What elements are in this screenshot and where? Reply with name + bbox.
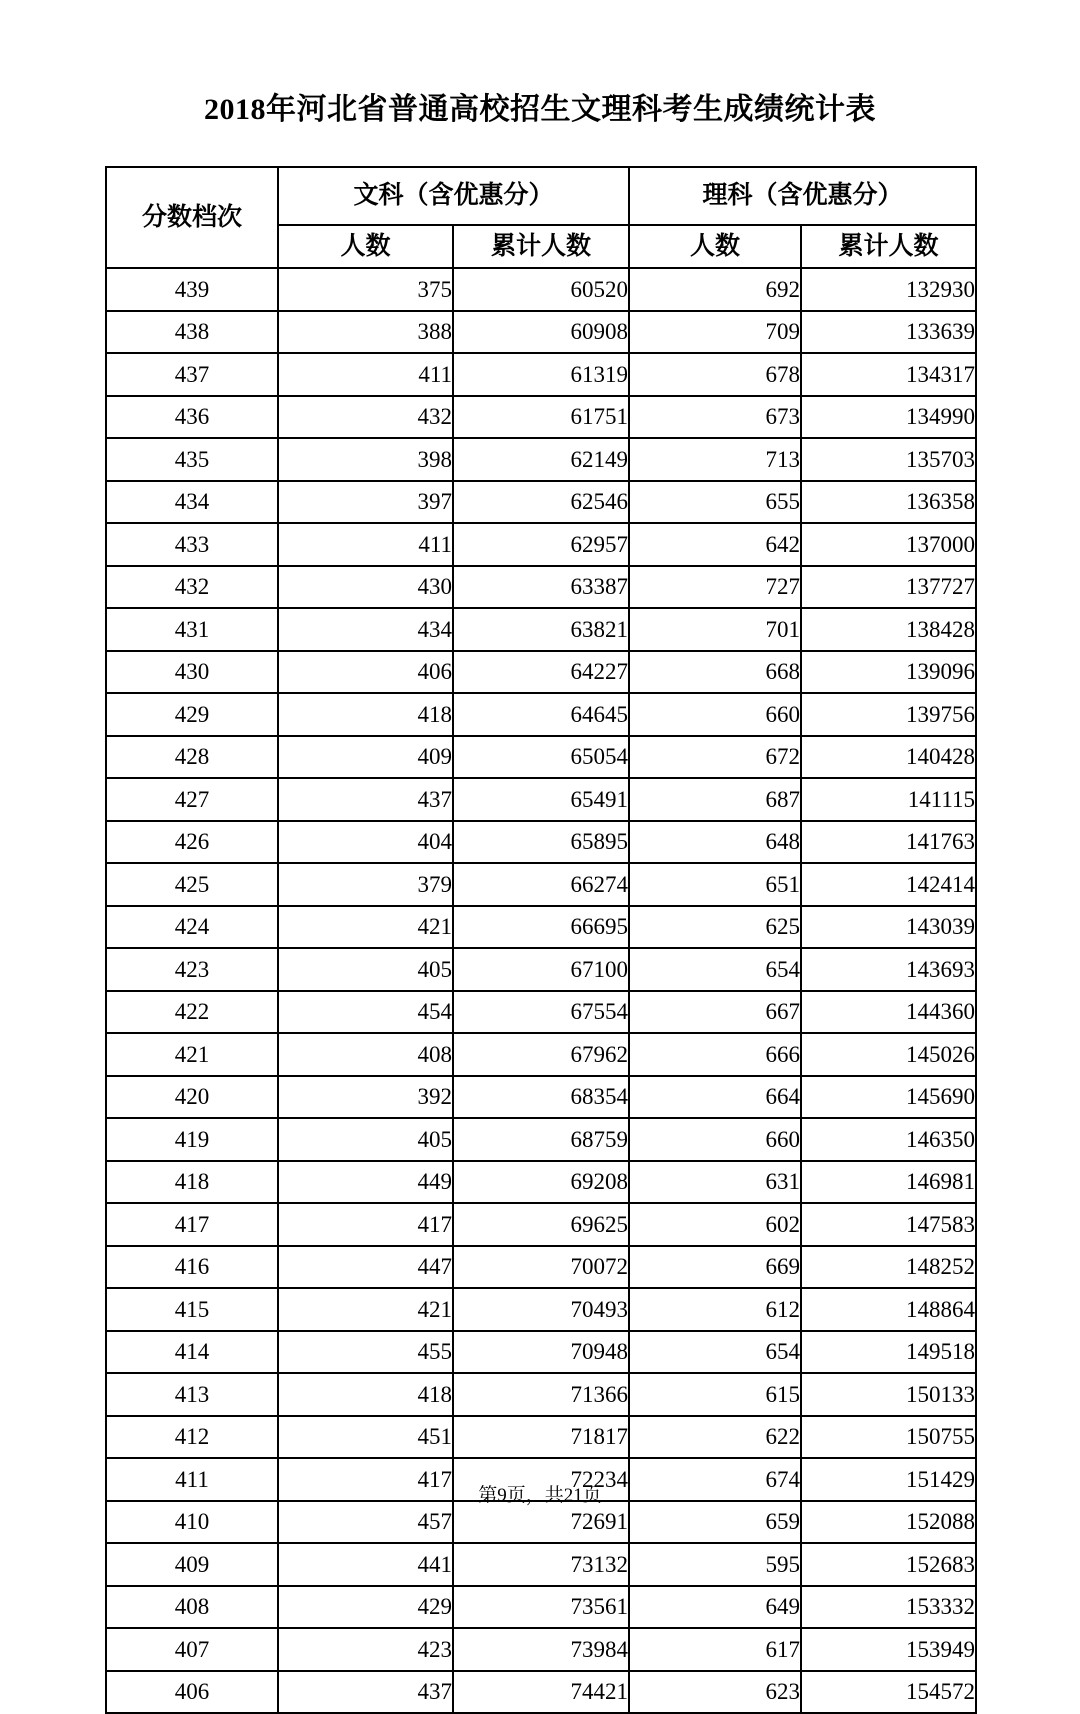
cell-liberal-arts-count: 388 — [278, 311, 453, 354]
cell-science-count: 625 — [629, 906, 801, 949]
cell-science-cumulative: 151429 — [801, 1458, 976, 1501]
cell-score-level: 419 — [106, 1118, 278, 1161]
cell-score-level: 410 — [106, 1501, 278, 1544]
cell-score-level: 437 — [106, 353, 278, 396]
cell-score-level: 415 — [106, 1288, 278, 1331]
cell-liberal-arts-cumulative: 72234 — [453, 1458, 629, 1501]
cell-science-count: 623 — [629, 1671, 801, 1714]
cell-liberal-arts-cumulative: 65491 — [453, 778, 629, 821]
cell-liberal-arts-count: 430 — [278, 566, 453, 609]
cell-liberal-arts-count: 405 — [278, 1118, 453, 1161]
cell-science-count: 659 — [629, 1501, 801, 1544]
table-row — [106, 1671, 976, 1714]
cell-liberal-arts-cumulative: 68759 — [453, 1118, 629, 1161]
table-row — [106, 821, 976, 864]
cell-science-cumulative: 153949 — [801, 1628, 976, 1671]
cell-liberal-arts-cumulative: 63387 — [453, 566, 629, 609]
table-header — [106, 167, 976, 268]
cell-science-cumulative: 134317 — [801, 353, 976, 396]
cell-science-count: 664 — [629, 1076, 801, 1119]
cell-science-cumulative: 142414 — [801, 863, 976, 906]
table-row — [106, 693, 976, 736]
cell-liberal-arts-cumulative: 73132 — [453, 1543, 629, 1586]
cell-liberal-arts-count: 406 — [278, 651, 453, 694]
cell-score-level: 422 — [106, 991, 278, 1034]
table-row — [106, 566, 976, 609]
cell-science-count: 615 — [629, 1373, 801, 1416]
cell-liberal-arts-count: 417 — [278, 1203, 453, 1246]
table-row — [106, 991, 976, 1034]
cell-science-cumulative: 132930 — [801, 268, 976, 311]
cell-liberal-arts-cumulative: 64227 — [453, 651, 629, 694]
cell-liberal-arts-cumulative: 60520 — [453, 268, 629, 311]
cell-liberal-arts-count: 405 — [278, 948, 453, 991]
cell-liberal-arts-cumulative: 64645 — [453, 693, 629, 736]
cell-liberal-arts-count: 457 — [278, 1501, 453, 1544]
cell-liberal-arts-cumulative: 62957 — [453, 523, 629, 566]
cell-liberal-arts-cumulative: 63821 — [453, 608, 629, 651]
cell-liberal-arts-cumulative: 65895 — [453, 821, 629, 864]
cell-science-cumulative: 140428 — [801, 736, 976, 779]
cell-score-level: 426 — [106, 821, 278, 864]
table-row — [106, 863, 976, 906]
cell-liberal-arts-count: 423 — [278, 1628, 453, 1671]
cell-liberal-arts-count: 454 — [278, 991, 453, 1034]
cell-score-level: 417 — [106, 1203, 278, 1246]
cell-score-level: 406 — [106, 1671, 278, 1714]
cell-science-count: 655 — [629, 481, 801, 524]
cell-liberal-arts-cumulative: 67962 — [453, 1033, 629, 1076]
cell-liberal-arts-count: 437 — [278, 1671, 453, 1714]
cell-score-level: 439 — [106, 268, 278, 311]
cell-science-count: 654 — [629, 948, 801, 991]
cell-liberal-arts-cumulative: 62149 — [453, 438, 629, 481]
cell-science-count: 709 — [629, 311, 801, 354]
cell-score-level: 414 — [106, 1331, 278, 1374]
cell-science-count: 678 — [629, 353, 801, 396]
table-row — [106, 906, 976, 949]
cell-science-count: 648 — [629, 821, 801, 864]
column-header-score-level: 分数档次 — [106, 167, 278, 268]
cell-liberal-arts-count: 441 — [278, 1543, 453, 1586]
cell-liberal-arts-cumulative: 68354 — [453, 1076, 629, 1119]
cell-science-cumulative: 150755 — [801, 1416, 976, 1459]
cell-liberal-arts-cumulative: 61751 — [453, 396, 629, 439]
cell-science-cumulative: 145026 — [801, 1033, 976, 1076]
table-row — [106, 651, 976, 694]
cell-science-count: 727 — [629, 566, 801, 609]
table-row — [106, 1288, 976, 1331]
cell-science-count: 622 — [629, 1416, 801, 1459]
cell-liberal-arts-cumulative: 67554 — [453, 991, 629, 1034]
cell-science-count: 666 — [629, 1033, 801, 1076]
cell-score-level: 413 — [106, 1373, 278, 1416]
cell-liberal-arts-count: 379 — [278, 863, 453, 906]
cell-liberal-arts-count: 437 — [278, 778, 453, 821]
table-row — [106, 608, 976, 651]
cell-science-cumulative: 147583 — [801, 1203, 976, 1246]
table-row — [106, 736, 976, 779]
cell-science-count: 602 — [629, 1203, 801, 1246]
table-row — [106, 311, 976, 354]
cell-liberal-arts-count: 447 — [278, 1246, 453, 1289]
cell-liberal-arts-cumulative: 66274 — [453, 863, 629, 906]
cell-science-count: 668 — [629, 651, 801, 694]
cell-liberal-arts-count: 434 — [278, 608, 453, 651]
cell-liberal-arts-count: 411 — [278, 523, 453, 566]
table-row — [106, 1161, 976, 1204]
cell-liberal-arts-count: 408 — [278, 1033, 453, 1076]
table-row — [106, 268, 976, 311]
cell-science-cumulative: 141115 — [801, 778, 976, 821]
table-row — [106, 1543, 976, 1586]
cell-science-count: 631 — [629, 1161, 801, 1204]
cell-science-count: 660 — [629, 1118, 801, 1161]
table-row — [106, 1373, 976, 1416]
table-row — [106, 396, 976, 439]
cell-liberal-arts-cumulative: 60908 — [453, 311, 629, 354]
cell-science-cumulative: 143039 — [801, 906, 976, 949]
table-row — [106, 438, 976, 481]
cell-science-count: 667 — [629, 991, 801, 1034]
table-row — [106, 1076, 976, 1119]
cell-science-cumulative: 152683 — [801, 1543, 976, 1586]
cell-liberal-arts-count: 409 — [278, 736, 453, 779]
cell-science-cumulative: 146981 — [801, 1161, 976, 1204]
table-row — [106, 523, 976, 566]
cell-score-level: 436 — [106, 396, 278, 439]
cell-liberal-arts-cumulative: 73561 — [453, 1586, 629, 1629]
cell-score-level: 423 — [106, 948, 278, 991]
cell-liberal-arts-count: 417 — [278, 1458, 453, 1501]
cell-liberal-arts-count: 392 — [278, 1076, 453, 1119]
cell-score-level: 421 — [106, 1033, 278, 1076]
cell-liberal-arts-count: 451 — [278, 1416, 453, 1459]
cell-liberal-arts-cumulative: 65054 — [453, 736, 629, 779]
cell-science-count: 660 — [629, 693, 801, 736]
cell-science-cumulative: 141763 — [801, 821, 976, 864]
cell-science-cumulative: 139096 — [801, 651, 976, 694]
cell-liberal-arts-cumulative: 67100 — [453, 948, 629, 991]
table-row — [106, 948, 976, 991]
cell-science-count: 713 — [629, 438, 801, 481]
cell-liberal-arts-count: 398 — [278, 438, 453, 481]
cell-score-level: 425 — [106, 863, 278, 906]
column-header-science-group: 理科（含优惠分） — [629, 167, 976, 225]
cell-liberal-arts-count: 404 — [278, 821, 453, 864]
cell-score-level: 434 — [106, 481, 278, 524]
table-row — [106, 481, 976, 524]
cell-science-count: 692 — [629, 268, 801, 311]
cell-science-cumulative: 133639 — [801, 311, 976, 354]
cell-liberal-arts-cumulative: 73984 — [453, 1628, 629, 1671]
cell-liberal-arts-cumulative: 62546 — [453, 481, 629, 524]
cell-score-level: 428 — [106, 736, 278, 779]
cell-science-cumulative: 150133 — [801, 1373, 976, 1416]
cell-score-level: 418 — [106, 1161, 278, 1204]
page-footer: 第9页，共21页 — [478, 1485, 602, 1506]
cell-score-level: 409 — [106, 1543, 278, 1586]
cell-liberal-arts-count: 421 — [278, 906, 453, 949]
table-row — [106, 1586, 976, 1629]
cell-score-level: 427 — [106, 778, 278, 821]
cell-liberal-arts-cumulative: 70072 — [453, 1246, 629, 1289]
cell-score-level: 412 — [106, 1416, 278, 1459]
cell-science-count: 673 — [629, 396, 801, 439]
cell-liberal-arts-cumulative: 66695 — [453, 906, 629, 949]
cell-science-count: 651 — [629, 863, 801, 906]
cell-science-count: 654 — [629, 1331, 801, 1374]
cell-science-count: 649 — [629, 1586, 801, 1629]
column-header-science-count: 人数 — [629, 225, 801, 268]
cell-science-count: 612 — [629, 1288, 801, 1331]
cell-liberal-arts-count: 449 — [278, 1161, 453, 1204]
cell-science-cumulative: 138428 — [801, 608, 976, 651]
cell-science-cumulative: 134990 — [801, 396, 976, 439]
cell-science-cumulative: 139756 — [801, 693, 976, 736]
cell-liberal-arts-count: 397 — [278, 481, 453, 524]
cell-science-count: 595 — [629, 1543, 801, 1586]
cell-liberal-arts-count: 432 — [278, 396, 453, 439]
cell-science-cumulative: 153332 — [801, 1586, 976, 1629]
cell-liberal-arts-cumulative: 71366 — [453, 1373, 629, 1416]
cell-science-cumulative: 137727 — [801, 566, 976, 609]
cell-score-level: 431 — [106, 608, 278, 651]
page-title: 2018年河北省普通高校招生文理科考生成绩统计表 — [204, 93, 876, 126]
cell-science-count: 617 — [629, 1628, 801, 1671]
cell-liberal-arts-cumulative: 69208 — [453, 1161, 629, 1204]
cell-score-level: 416 — [106, 1246, 278, 1289]
cell-science-cumulative: 143693 — [801, 948, 976, 991]
cell-score-level: 424 — [106, 906, 278, 949]
cell-liberal-arts-count: 429 — [278, 1586, 453, 1629]
cell-liberal-arts-count: 418 — [278, 1373, 453, 1416]
cell-score-level: 429 — [106, 693, 278, 736]
column-header-science-cumulative: 累计人数 — [801, 225, 976, 268]
cell-science-cumulative: 146350 — [801, 1118, 976, 1161]
cell-score-level: 407 — [106, 1628, 278, 1671]
cell-liberal-arts-cumulative: 70948 — [453, 1331, 629, 1374]
cell-science-cumulative: 144360 — [801, 991, 976, 1034]
cell-science-count: 687 — [629, 778, 801, 821]
cell-liberal-arts-count: 455 — [278, 1331, 453, 1374]
table-row — [106, 1118, 976, 1161]
cell-score-level: 432 — [106, 566, 278, 609]
cell-score-level: 438 — [106, 311, 278, 354]
cell-score-level: 435 — [106, 438, 278, 481]
cell-liberal-arts-count: 411 — [278, 353, 453, 396]
cell-science-cumulative: 136358 — [801, 481, 976, 524]
table-row — [106, 1416, 976, 1459]
cell-liberal-arts-count: 418 — [278, 693, 453, 736]
cell-science-cumulative: 137000 — [801, 523, 976, 566]
table-row — [106, 1203, 976, 1246]
cell-science-count: 674 — [629, 1458, 801, 1501]
cell-liberal-arts-cumulative: 71817 — [453, 1416, 629, 1459]
cell-science-cumulative: 154572 — [801, 1671, 976, 1714]
cell-science-cumulative: 148252 — [801, 1246, 976, 1289]
cell-liberal-arts-count: 375 — [278, 268, 453, 311]
cell-liberal-arts-cumulative: 74421 — [453, 1671, 629, 1714]
cell-liberal-arts-cumulative: 70493 — [453, 1288, 629, 1331]
column-header-liberal-arts-cumulative: 累计人数 — [453, 225, 629, 268]
table-row — [106, 1246, 976, 1289]
column-header-liberal-arts-count: 人数 — [278, 225, 453, 268]
cell-liberal-arts-count: 421 — [278, 1288, 453, 1331]
table-row — [106, 1033, 976, 1076]
cell-science-count: 669 — [629, 1246, 801, 1289]
cell-science-cumulative: 149518 — [801, 1331, 976, 1374]
cell-liberal-arts-cumulative: 69625 — [453, 1203, 629, 1246]
table-row — [106, 353, 976, 396]
table-row — [106, 1628, 976, 1671]
cell-score-level: 433 — [106, 523, 278, 566]
cell-liberal-arts-cumulative: 72691 — [453, 1501, 629, 1544]
header-row-groups — [106, 167, 976, 225]
cell-science-cumulative: 148864 — [801, 1288, 976, 1331]
cell-science-count: 672 — [629, 736, 801, 779]
column-header-liberal-arts-group: 文科（含优惠分） — [278, 167, 629, 225]
cell-score-level: 430 — [106, 651, 278, 694]
cell-science-count: 642 — [629, 523, 801, 566]
cell-score-level: 408 — [106, 1586, 278, 1629]
table-row — [106, 1331, 976, 1374]
cell-science-cumulative: 152088 — [801, 1501, 976, 1544]
table-row — [106, 778, 976, 821]
cell-science-cumulative: 135703 — [801, 438, 976, 481]
cell-liberal-arts-cumulative: 61319 — [453, 353, 629, 396]
cell-score-level: 411 — [106, 1458, 278, 1501]
cell-science-count: 701 — [629, 608, 801, 651]
cell-score-level: 420 — [106, 1076, 278, 1119]
cell-science-cumulative: 145690 — [801, 1076, 976, 1119]
